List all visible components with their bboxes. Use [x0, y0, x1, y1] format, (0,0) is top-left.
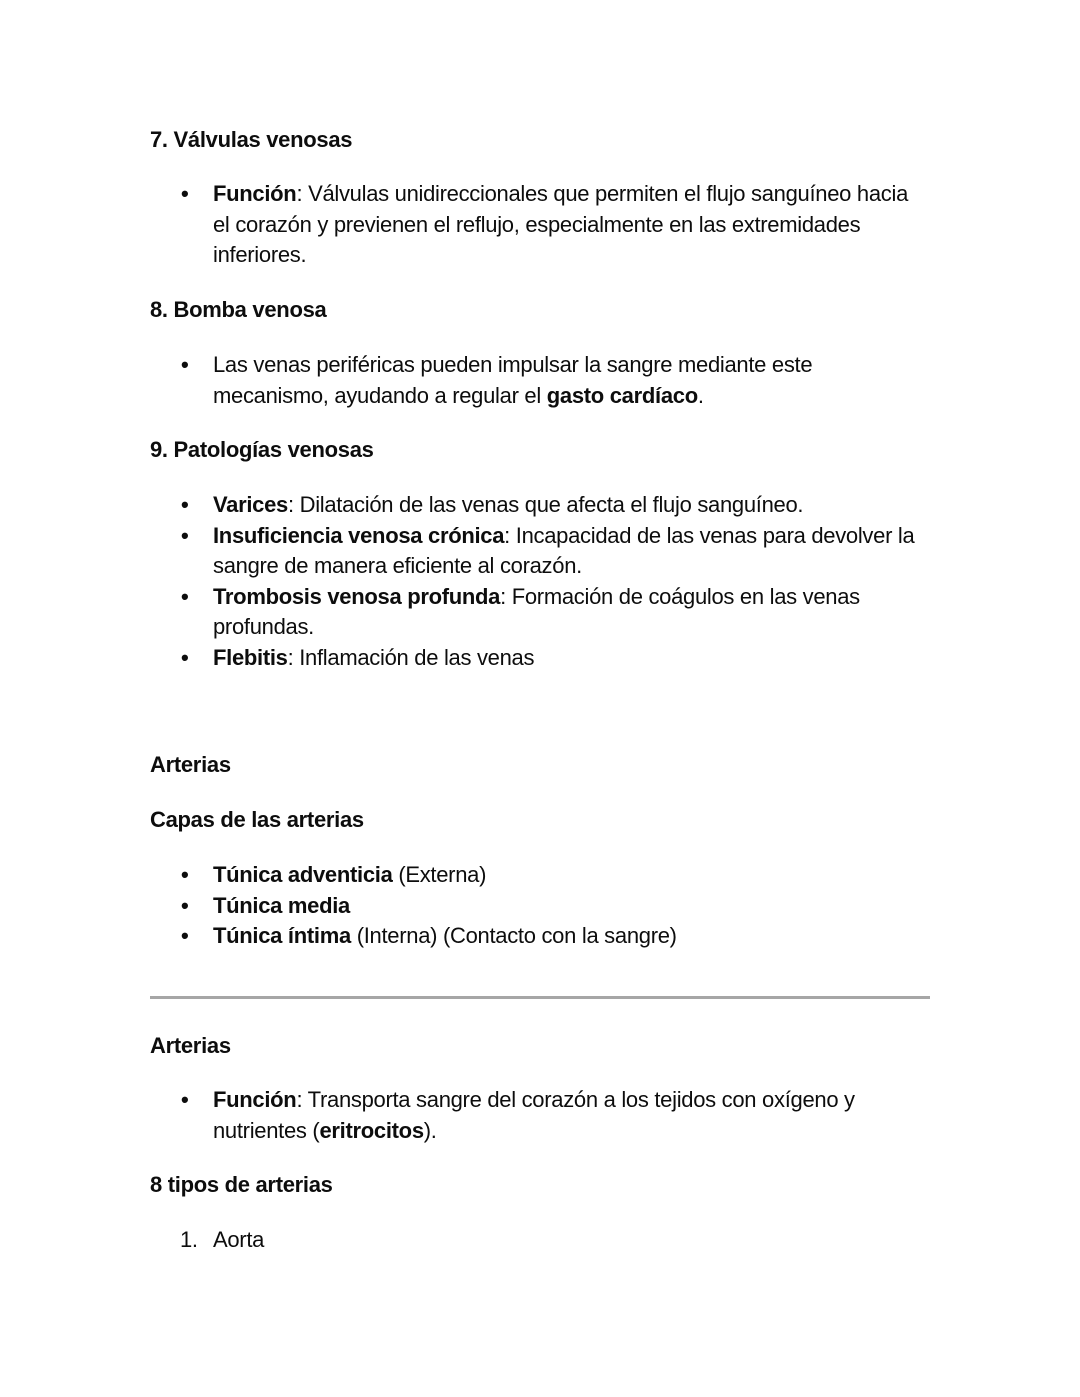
term: Flebitis [213, 644, 288, 670]
list-item [150, 179, 930, 271]
bullet-icon: • [181, 862, 189, 887]
term-eritrocitos: eritrocitos [319, 1117, 424, 1143]
list-item [150, 350, 930, 411]
bullet-icon: • [181, 492, 189, 517]
definition: : Incapacidad de las venas para devolver la sangre de manera eficiente al corazón. [213, 522, 915, 578]
list-item [150, 521, 930, 582]
bullet-icon: • [181, 522, 189, 548]
bullet-icon: • [181, 352, 189, 377]
artery-name: Aorta [213, 1227, 265, 1252]
tail: ). [423, 1117, 437, 1143]
term: Insuficiencia venosa crónica [213, 522, 505, 548]
definition: : Transporta sangre del corazón a los tejidos con oxígeno y nutrientes ( [213, 1087, 855, 1143]
bullet-icon: • [181, 923, 189, 948]
term: Función [213, 1087, 297, 1112]
list-item [150, 490, 930, 521]
bullet-icon: • [181, 892, 189, 918]
list-valvulas [150, 179, 930, 271]
text: Las venas periféricas pueden impulsar la sangre mediante este mecanismo, ayudando a regular el [213, 352, 813, 408]
list-item [150, 643, 930, 674]
heading-capas-arterias: Capas de las arterias [150, 807, 364, 832]
horizontal-divider [150, 996, 930, 999]
list-bomba [150, 350, 930, 411]
bullet-icon: • [181, 1087, 189, 1112]
term: gasto cardíaco [546, 382, 698, 408]
heading-arterias-funcion: Arterias [150, 1033, 231, 1058]
bullet-icon: • [181, 583, 189, 609]
bullet-icon: • [181, 644, 189, 670]
definition: (Interna) (Contacto con la sangre) [350, 923, 677, 948]
list-capas [150, 860, 930, 952]
term: Túnica adventicia [213, 862, 393, 887]
definition: : Dilatación de las venas que afecta el flujo sanguíneo. [287, 492, 804, 517]
heading-arterias: Arterias [150, 752, 231, 777]
term: Trombosis venosa profunda [213, 583, 501, 609]
heading-bomba-venosa: 8. Bomba venosa [150, 297, 327, 322]
term: Túnica media [213, 892, 350, 918]
list-item [150, 582, 930, 643]
bullet-icon: • [181, 181, 189, 206]
definition: : Formación de coágulos en las venas profundas. [213, 583, 860, 639]
list-tipos [150, 1225, 930, 1256]
heading-patologias-venosas: 9. Patologías venosas [150, 437, 374, 462]
list-patologias [150, 490, 930, 673]
list-arterias [150, 1085, 930, 1146]
term: Función [213, 181, 297, 206]
list-item [150, 1225, 930, 1256]
definition: : Inflamación de las venas [287, 644, 535, 670]
list-item [150, 891, 930, 922]
list-item [150, 860, 930, 891]
list-number: 1. [180, 1227, 198, 1252]
list-item [150, 1085, 930, 1146]
heading-tipos-arterias: 8 tipos de arterias [150, 1172, 333, 1197]
heading-valvulas-venosas: 7. Válvulas venosas [150, 127, 353, 152]
tail: . [697, 382, 704, 408]
definition: : Válvulas unidireccionales que permiten el flujo sanguíneo hacia el corazón y previenen el reflujo, especialmente en las extremidades inferiores. [213, 181, 909, 267]
list-item [150, 921, 930, 952]
term: Túnica íntima [213, 923, 351, 948]
term: Varices [213, 492, 288, 517]
definition: (Externa) [392, 862, 487, 887]
